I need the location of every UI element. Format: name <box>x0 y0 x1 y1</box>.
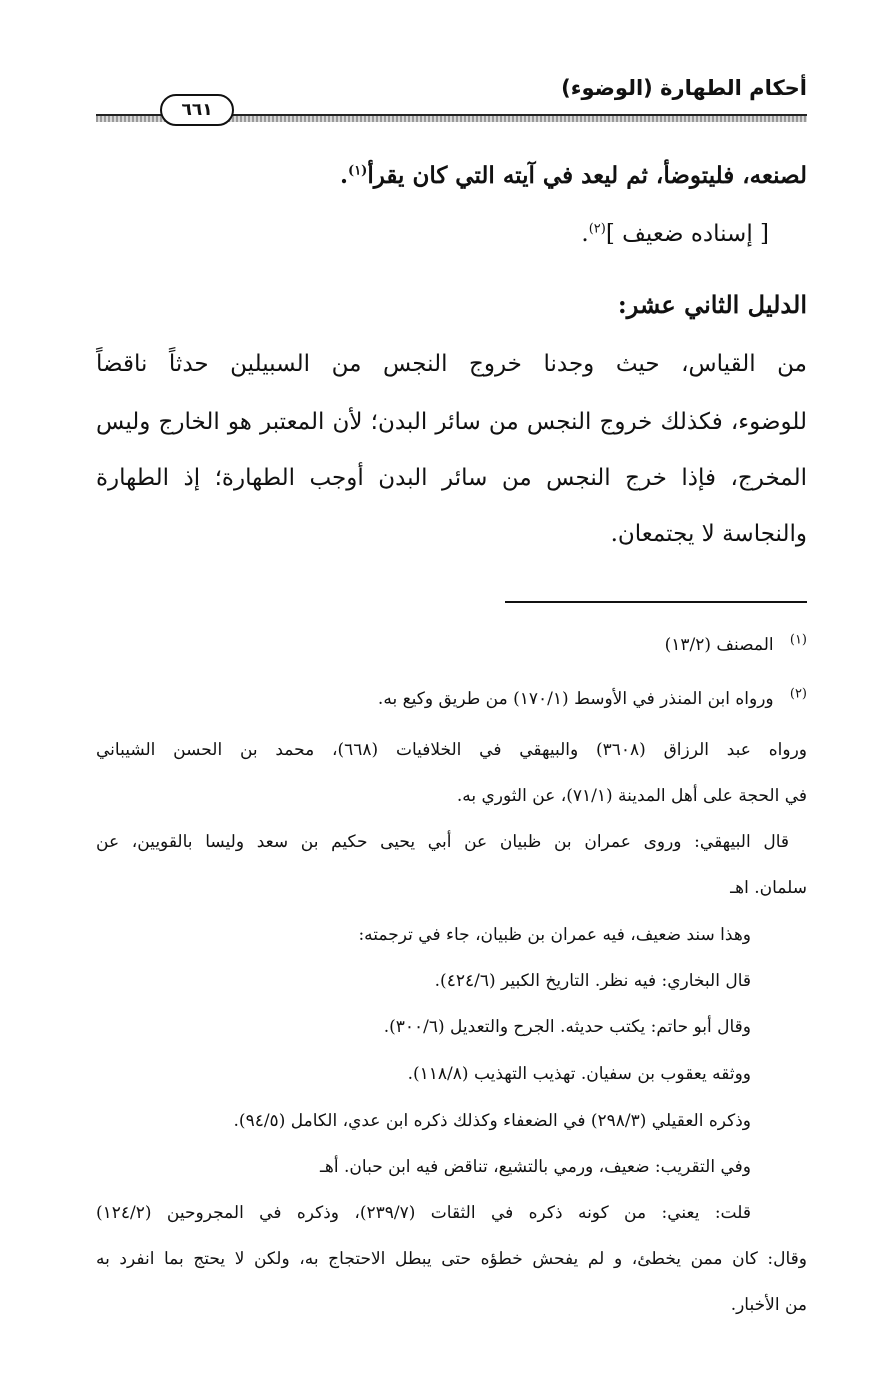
footnote-marker-1: (١) <box>789 632 807 648</box>
footnote-line: وذكره العقيلي (٢٩٨/٣) في الضعفاء وكذلك ذكره ابن عدي، الكامل (٩٤/٥). <box>233 1111 751 1131</box>
section-heading: الدليل الثاني عشر: <box>617 290 807 319</box>
footnote-line: ورواه عبد الرزاق (٣٦٠٨) والبيهقي في الخلافيات (٦٦٨)، محمد بن الحسن الشيباني <box>96 740 807 760</box>
footnote-line: قلت: يعني: من كونه ذكره في الثقات (٢٣٩/٧)، وذكره في المجروحين (١٢٤/٢) <box>96 1203 751 1223</box>
footnote-line: ووثقه يعقوب بن سفيان. تهذيب التهذيب (١١٨/٨). <box>407 1064 751 1084</box>
running-title: أحكام الطهارة (الوضوء) <box>561 76 807 100</box>
page-number: ٦٦١ <box>160 94 234 126</box>
footnote-line: في الحجة على أهل المدينة (٧١/١)، عن الثوري به. <box>456 786 807 806</box>
paragraph-line: للوضوء، فكذلك خروج النجس من سائر البدن؛ لأن المعتبر هو الخارج وليس <box>96 409 807 435</box>
footnote-line: وقال أبو حاتم: يكتب حديثه. الجرح والتعديل (٣٠٠/٦). <box>383 1017 751 1037</box>
footnote-1 <box>665 633 807 657</box>
footnote-line: قال البخاري: فيه نظر. التاريخ الكبير (٤٢٤/٦). <box>434 971 751 991</box>
main-line-1-end: . <box>340 162 349 189</box>
footnote-line: سلمان. اهـ <box>730 878 807 898</box>
footnote-2-text: ورواه ابن المنذر في الأوسط (١٧٠/١) من طريق وكيع به. <box>377 689 774 709</box>
footnote-line: من الأخبار. <box>730 1295 807 1315</box>
main-line-1 <box>340 160 807 192</box>
main-line-2-end: . <box>581 221 589 247</box>
main-line-1-text: لصنعه، فليتوضأ، ثم ليعد في آيته التي كان يقرأ <box>367 162 807 189</box>
main-line-2 <box>581 218 769 250</box>
footnote-2 <box>378 687 807 711</box>
footnote-line: قال البيهقي: وروى عمران بن ظبيان عن أبي يحيى حكيم بن سعد وليسا بالقويين، عن <box>96 832 789 852</box>
footnote-ref-2: (٢) <box>588 221 606 237</box>
grading-text: [ إسناده ضعيف ] <box>605 221 769 247</box>
footnote-ref-1: (١) <box>348 163 368 179</box>
footnote-line: وقال: كان ممن يخطئ، و لم يفحش خطؤه حتى يبطل الاحتجاج به، ولكن لا يحتج بما انفرد به <box>96 1249 807 1269</box>
paragraph-line: والنجاسة لا يجتمعان. <box>610 521 807 547</box>
footnote-marker-2: (٢) <box>789 686 807 702</box>
paragraph-line: من القياس، حيث وجدنا خروج النجس من السبيلين حدثاً ناقضاً <box>96 351 807 377</box>
paragraph-line: المخرج، فإذا خرج النجس من سائر البدن أوجب الطهارة؛ إذ الطهارة <box>96 465 807 491</box>
footnote-line: وفي التقريب: ضعيف، ورمي بالتشيع، تناقض فيه ابن حبان. أهـ <box>319 1157 751 1177</box>
footnote-1-text: المصنف (١٣/٢) <box>664 635 774 655</box>
footnote-line: وهذا سند ضعيف، فيه عمران بن ظبيان، جاء في ترجمته: <box>358 925 751 945</box>
footnote-separator <box>505 601 807 603</box>
